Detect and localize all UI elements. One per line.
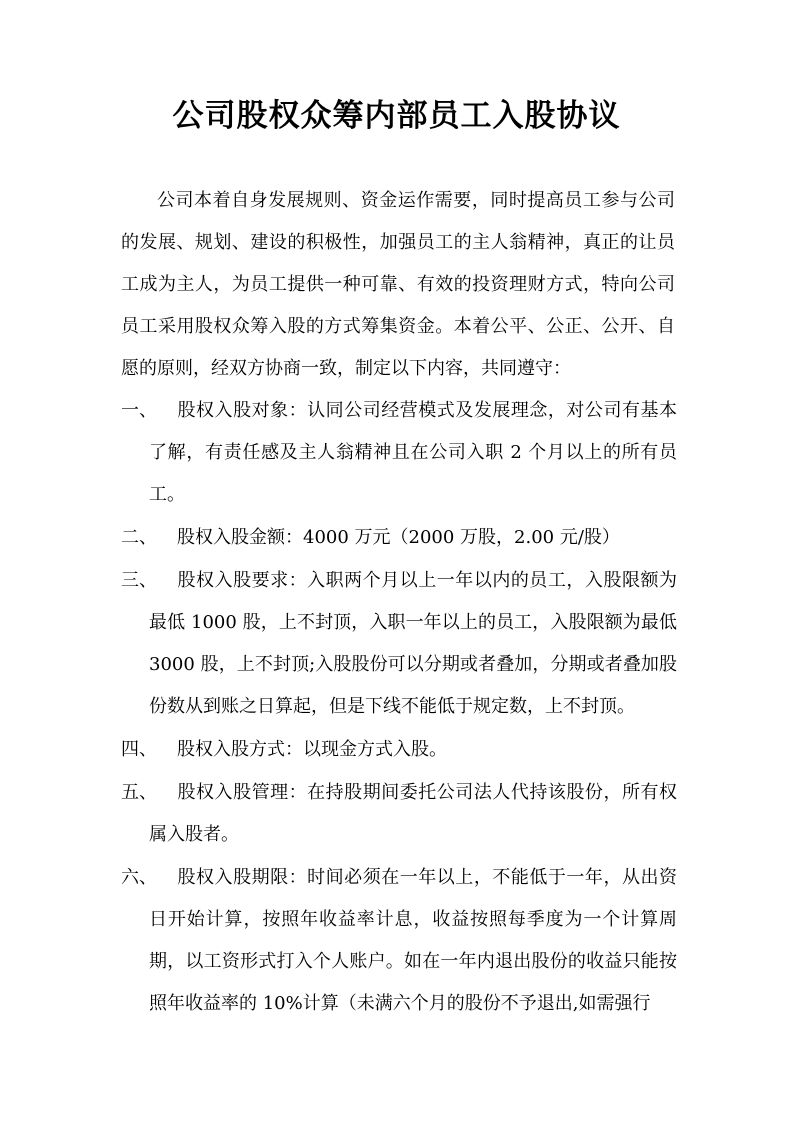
clause-item	[121, 772, 677, 856]
intro-paragraph: 公司本着自身发展规则、资金运作需要，同时提高员工参与公司的发展、规划、建设的积极性，加强员工的主人翁精神，真正的让员工成为主人，为员工提供一种可靠、有效的投资理财方式，特向公司员工采用股权众筹入股的方式筹集资金。本着公平、公正、公开、自愿的原则，经双方协商一致，制定以下内容，共同遵守：	[121, 190, 675, 379]
clause-text: 股权入股管理：在持股期间委托公司法人代持该股份，所有权属入股者。	[149, 782, 677, 845]
clause-text: 股权入股金额：4000 万元（2000 万股，2.00 元/股）	[177, 527, 620, 548]
clause-item	[121, 857, 677, 1025]
clause-item	[121, 390, 677, 516]
clause-number: 五、	[121, 782, 157, 803]
clause-number: 六、	[121, 867, 157, 888]
clause-item	[121, 560, 677, 728]
clause-list	[121, 390, 677, 1025]
document-title: 公司股权众筹内部员工入股协议	[172, 98, 621, 134]
clause-text: 股权入股对象：认同公司经营模式及发展理念，对公司有基本了解，有责任感及主人翁精神且在公司入职 2 个月以上的所有员工。	[149, 400, 677, 505]
clause-text: 股权入股方式：以现金方式入股。	[177, 739, 447, 760]
clause-number: 三、	[121, 570, 157, 591]
clause-text: 股权入股期限：时间必须在一年以上，不能低于一年，从出资日开始计算，按照年收益率计息，收益按照每季度为一个计算周期，以工资形式打入个人账户。如在一年内退出股份的收益只能按照年收益率的 10%计算（未满六个月的股份不予退出,如需强行	[149, 867, 677, 1014]
clause-number: 二、	[121, 527, 157, 548]
clause-item	[121, 729, 677, 771]
clause-item	[121, 517, 677, 559]
clause-number: 四、	[121, 739, 157, 760]
clause-number: 一、	[121, 400, 157, 421]
clause-text: 股权入股要求：入职两个月以上一年以内的员工，入股限额为最低 1000 股，上不封顶，入职一年以上的员工，入股限额为最低 3000 股，上不封顶;入股股份可以分期或者叠加，分期或者叠加股份数从到账之日算起，但是下线不能低于规定数，上不封顶。	[149, 570, 677, 717]
